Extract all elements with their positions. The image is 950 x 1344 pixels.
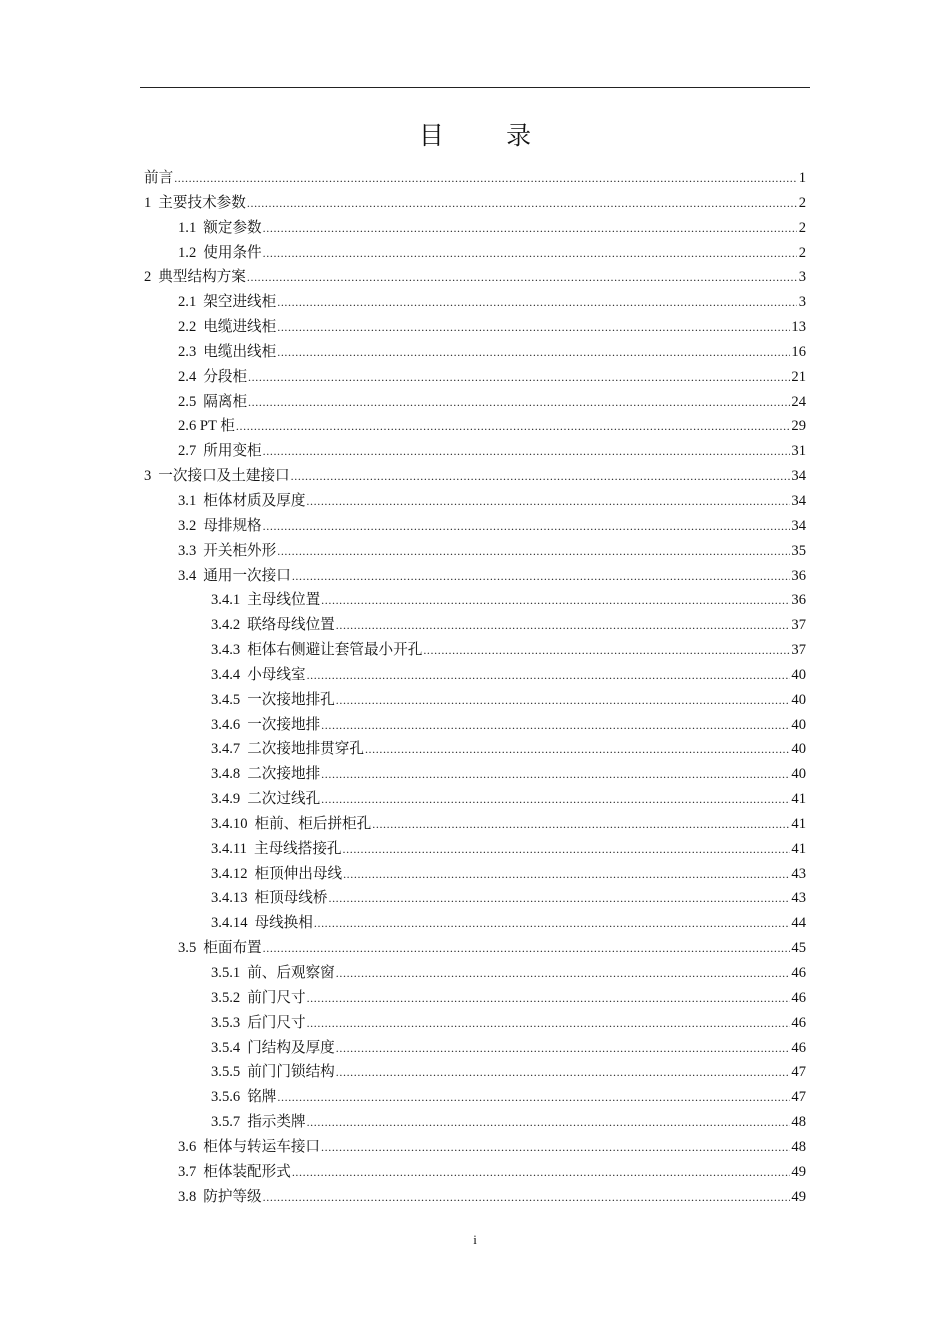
toc-entry-title: 二次过线孔 (247, 791, 321, 808)
toc-entry-number: 3.5 (178, 940, 197, 957)
toc-dot-leader (365, 737, 790, 762)
toc-entry-title: 分段柜 (203, 368, 248, 385)
toc-entry-page: 13 (791, 319, 806, 336)
toc-entry-page: 45 (791, 940, 806, 957)
toc-entry-page: 37 (791, 642, 806, 659)
toc-entry-number: 3.4.13 (211, 890, 248, 907)
toc-entry-number: 3.4.6 (211, 716, 241, 733)
toc-dot-leader (372, 812, 790, 837)
toc-entry-number: 3.5.5 (211, 1064, 241, 1081)
toc-entry-page: 47 (791, 1089, 806, 1106)
toc-entry-number: 3.4.7 (211, 741, 241, 758)
toc-entry[interactable] (144, 812, 806, 837)
toc-entry-page: 48 (791, 1138, 806, 1155)
toc-dot-leader (321, 713, 790, 738)
toc-entry-page: 34 (791, 517, 806, 534)
toc-entry-page: 31 (791, 443, 806, 460)
toc-entry-number: 3.4.1 (211, 592, 241, 609)
toc-entry-page: 34 (791, 468, 806, 485)
toc-entry-title: 指示类牌 (247, 1114, 306, 1131)
toc-entry[interactable] (144, 986, 806, 1011)
toc-entry[interactable] (144, 514, 806, 539)
toc-dot-leader (336, 1060, 791, 1085)
toc-entry[interactable] (144, 1085, 806, 1110)
toc-entry[interactable] (144, 1060, 806, 1085)
toc-entry[interactable] (144, 588, 806, 613)
toc-dot-leader (263, 514, 791, 539)
toc-entry-page: 49 (791, 1163, 806, 1180)
toc-entry-title: 母排规格 (203, 517, 262, 534)
toc-dot-leader (321, 1135, 790, 1160)
page-title: 目 录 (418, 123, 560, 150)
toc-entry-title: 通用一次接口 (203, 567, 291, 584)
toc-entry[interactable] (144, 837, 806, 862)
toc-entry-title: 主要技术参数 (158, 194, 246, 211)
toc-entry-page: 36 (791, 567, 806, 584)
toc-entry-page: 36 (791, 592, 806, 609)
toc-dot-leader (263, 1185, 791, 1210)
toc-entry-page: 40 (791, 691, 806, 708)
toc-dot-leader (336, 1036, 791, 1061)
toc-entry[interactable] (144, 936, 806, 961)
toc-dot-leader (263, 439, 791, 464)
toc-entry-page: 41 (791, 815, 806, 832)
toc-entry-number: 3.4.8 (211, 766, 241, 783)
toc-dot-leader (307, 1110, 791, 1135)
toc-entry-title: 母线换相 (254, 915, 313, 932)
toc-entry[interactable] (144, 241, 806, 266)
toc-dot-leader (277, 539, 790, 564)
toc-entry-title: 前、后观察窗 (247, 965, 335, 981)
page-number: i (473, 1232, 477, 1247)
toc-entry-page: 43 (791, 865, 806, 882)
toc-entry-number: 3.7 (178, 1163, 197, 1180)
toc-entry-page: 1 (798, 170, 806, 186)
toc-entry-title: 门结构及厚度 (247, 1039, 335, 1056)
toc-entry-title: 主母线位置 (247, 592, 321, 609)
toc-entry-number: 3.4.4 (211, 666, 241, 683)
toc-dot-leader (248, 390, 790, 415)
toc-entry-title: 柜前、柜后拼柜孔 (254, 815, 372, 832)
toc-entry-page: 29 (791, 418, 806, 435)
toc-entry-page: 3 (798, 294, 806, 311)
toc-entry-number: 3.4 (178, 567, 197, 584)
toc-entry-number: 3.4.2 (211, 617, 241, 634)
toc-dot-leader (236, 414, 791, 439)
toc-entry-title: 后门尺寸 (247, 1014, 306, 1031)
toc-dot-leader (328, 886, 790, 911)
toc-entry[interactable] (144, 1036, 806, 1061)
toc-dot-leader (321, 787, 790, 812)
toc-entry-number: 3.4.3 (211, 642, 241, 659)
toc-dot-leader (423, 638, 790, 663)
toc-dot-leader (263, 936, 791, 961)
toc-entry[interactable] (144, 911, 806, 936)
toc-entry[interactable] (144, 737, 806, 762)
toc-entry-title: 防护等级 (203, 1188, 262, 1205)
toc-entry-title: 2.6 PT 柜 (178, 418, 235, 435)
toc-entry-title: 电缆进线柜 (203, 319, 277, 336)
toc-entry[interactable] (144, 340, 806, 365)
toc-entry-title: 柜顶伸出母线 (254, 865, 343, 882)
toc-entry-number: 3.4.12 (211, 865, 248, 882)
toc-entry-number: 1.1 (178, 219, 197, 236)
toc-entry-number: 2.1 (178, 294, 197, 311)
toc-dot-leader (247, 265, 797, 290)
toc-entry[interactable] (144, 862, 806, 887)
toc-entry-number: 3.5.4 (211, 1039, 241, 1056)
toc-entry-number: 3.5.3 (211, 1014, 241, 1031)
toc-dot-leader (343, 862, 790, 887)
toc-dot-leader (292, 564, 791, 589)
toc-entry[interactable] (144, 886, 806, 911)
toc-entry-number: 2.5 (178, 393, 197, 410)
toc-dot-leader (263, 241, 797, 266)
toc-dot-leader (291, 464, 791, 489)
toc-entry[interactable] (144, 390, 806, 415)
toc-dot-leader (336, 688, 791, 713)
toc-entry-title: 额定参数 (203, 219, 262, 236)
toc-entry-title: 柜体与转运车接口 (203, 1138, 321, 1155)
toc-entry-number: 3.6 (178, 1138, 197, 1155)
toc-entry[interactable] (144, 1110, 806, 1135)
toc-entry[interactable] (144, 688, 806, 713)
toc-entry-page: 49 (791, 1188, 806, 1205)
toc-entry[interactable] (144, 762, 806, 787)
toc-entry-page: 40 (791, 766, 806, 783)
toc-dot-leader (263, 216, 797, 241)
toc-entry-title: 所用变柜 (203, 443, 262, 460)
toc-dot-leader (277, 290, 797, 315)
toc-entry-number: 3.4.11 (211, 840, 247, 857)
toc-entry[interactable] (144, 961, 806, 986)
toc-entry-title: 前言 (144, 170, 174, 186)
toc-entry-page: 2 (798, 219, 806, 236)
toc-entry[interactable] (144, 315, 806, 340)
toc-entry-page: 2 (798, 194, 806, 211)
toc-entry-page: 3 (798, 269, 806, 286)
toc-entry-title: 典型结构方案 (158, 269, 246, 286)
toc-entry-page: 24 (791, 393, 806, 410)
toc-entry-title: 铭牌 (247, 1089, 277, 1106)
toc-entry[interactable] (144, 713, 806, 738)
toc-entry[interactable] (144, 787, 806, 812)
toc-entry-title: 架空进线柜 (203, 294, 277, 311)
toc-entry[interactable] (144, 265, 806, 290)
toc-entry[interactable] (144, 290, 806, 315)
toc-entry[interactable] (144, 1185, 806, 1210)
toc-entry-title: 联络母线位置 (247, 617, 335, 634)
toc-entry-title: 二次接地排贯穿孔 (247, 741, 364, 758)
toc-entry-title: 前门门锁结构 (247, 1064, 335, 1081)
toc-entry-page: 40 (791, 666, 806, 683)
toc-entry-title: 柜体右侧避让套管最小开孔 (247, 642, 423, 659)
toc-entry-title: 柜体装配形式 (203, 1163, 291, 1180)
toc-entry-title: 小母线室 (247, 666, 306, 683)
toc-entry[interactable] (144, 638, 806, 663)
toc-entry-number: 3.3 (178, 542, 197, 559)
toc-entry-number: 1 (144, 194, 152, 211)
toc-dot-leader (307, 1011, 791, 1036)
toc-dot-leader (321, 762, 790, 787)
toc-entry-title: 柜顶母线桥 (254, 890, 328, 907)
toc-dot-leader (292, 1160, 791, 1185)
toc-entry-page: 35 (791, 542, 806, 559)
toc-dot-leader (248, 365, 790, 390)
toc-entry[interactable] (144, 365, 806, 390)
toc-entry[interactable] (144, 216, 806, 241)
toc-entry-number: 3.4.5 (211, 691, 241, 708)
toc-entry-number: 3.1 (178, 492, 197, 509)
toc-entry-page: 2 (798, 244, 806, 261)
toc-entry-number: 3.4.10 (211, 815, 248, 832)
toc-entry-number: 3.2 (178, 517, 197, 534)
toc-dot-leader (306, 489, 790, 514)
toc-dot-leader (307, 663, 791, 688)
toc-entry-title: 开关柜外形 (203, 542, 277, 559)
toc-entry-number: 2.4 (178, 368, 197, 385)
toc-entry-page: 47 (791, 1064, 806, 1081)
toc-entry-title: 一次接口及土建接口 (158, 468, 290, 485)
toc-entry[interactable] (144, 564, 806, 589)
toc-dot-leader (277, 340, 790, 365)
toc-entry-title: 使用条件 (203, 244, 262, 261)
toc-entry-page: 37 (791, 617, 806, 634)
toc-dot-leader (174, 166, 797, 191)
toc-entry-number: 3.4.9 (211, 791, 241, 808)
toc-entry-number: 2 (144, 269, 152, 286)
toc-entry[interactable] (144, 539, 806, 564)
toc-entry[interactable] (144, 191, 806, 216)
toc-entry[interactable] (144, 489, 806, 514)
toc-entry-number: 2.7 (178, 443, 197, 460)
toc-entry[interactable] (144, 1011, 806, 1036)
toc-entry-page: 40 (791, 741, 806, 758)
toc-dot-leader (336, 961, 791, 986)
toc-entry-number: 2.3 (178, 343, 197, 360)
toc-entry[interactable] (144, 1160, 806, 1185)
toc-entry-page: 40 (791, 716, 806, 733)
toc-entry-page: 21 (791, 368, 806, 385)
toc-entry-page: 46 (791, 965, 806, 981)
toc-entry[interactable] (144, 613, 806, 638)
toc-dot-leader (277, 315, 790, 340)
toc-entry-number: 3.5.1 (211, 965, 241, 981)
toc-entry-number: 1.2 (178, 244, 197, 261)
toc-entry-title: 一次接地排孔 (247, 691, 335, 708)
toc-entry-number: 3.5.2 (211, 989, 241, 1006)
toc-entry-title: 前门尺寸 (247, 989, 306, 1006)
toc-entry-page: 48 (791, 1114, 806, 1131)
toc-entry[interactable] (144, 414, 806, 439)
toc-entry[interactable] (144, 439, 806, 464)
toc-entry-title: 柜体材质及厚度 (203, 492, 306, 509)
toc-entry-number: 3.4.14 (211, 915, 248, 932)
toc-entry-page: 41 (791, 791, 806, 808)
toc-entry-page: 46 (791, 1039, 806, 1056)
toc-entry-title: 电缆出线柜 (203, 343, 277, 360)
toc-entry[interactable] (144, 166, 806, 191)
toc-dot-leader (314, 911, 791, 936)
toc-entry-number: 3.8 (178, 1188, 197, 1205)
toc-entry-page: 44 (791, 915, 806, 932)
toc-entry-page: 41 (791, 840, 806, 857)
toc-entry-title: 主母线搭接孔 (253, 840, 342, 857)
toc-entry-page: 43 (791, 890, 806, 907)
toc-dot-leader (321, 588, 790, 613)
toc-entry[interactable] (144, 1135, 806, 1160)
toc-entry-number: 3.5.6 (211, 1089, 241, 1106)
toc-entry-title: 二次接地排 (247, 766, 321, 783)
toc-entry-page: 34 (791, 492, 806, 509)
toc-dot-leader (336, 613, 791, 638)
toc-entry-page: 46 (791, 1014, 806, 1031)
toc-entry[interactable] (144, 464, 806, 489)
toc-entry-number: 3 (144, 468, 152, 485)
toc-dot-leader (247, 191, 797, 216)
toc-entry-page: 46 (791, 989, 806, 1006)
toc-entry-title: 一次接地排 (247, 716, 321, 733)
toc-entry-number: 3.5.7 (211, 1114, 241, 1131)
toc-dot-leader (277, 1085, 790, 1110)
table-of-contents (144, 166, 806, 1209)
toc-entry-title: 柜面布置 (203, 940, 262, 957)
toc-entry-number: 2.2 (178, 319, 197, 336)
header-rule (140, 87, 810, 88)
toc-entry-title: 隔离柜 (203, 393, 248, 410)
toc-dot-leader (307, 986, 791, 1011)
toc-entry[interactable] (144, 663, 806, 688)
toc-entry-page: 16 (791, 343, 806, 360)
toc-dot-leader (343, 837, 791, 862)
